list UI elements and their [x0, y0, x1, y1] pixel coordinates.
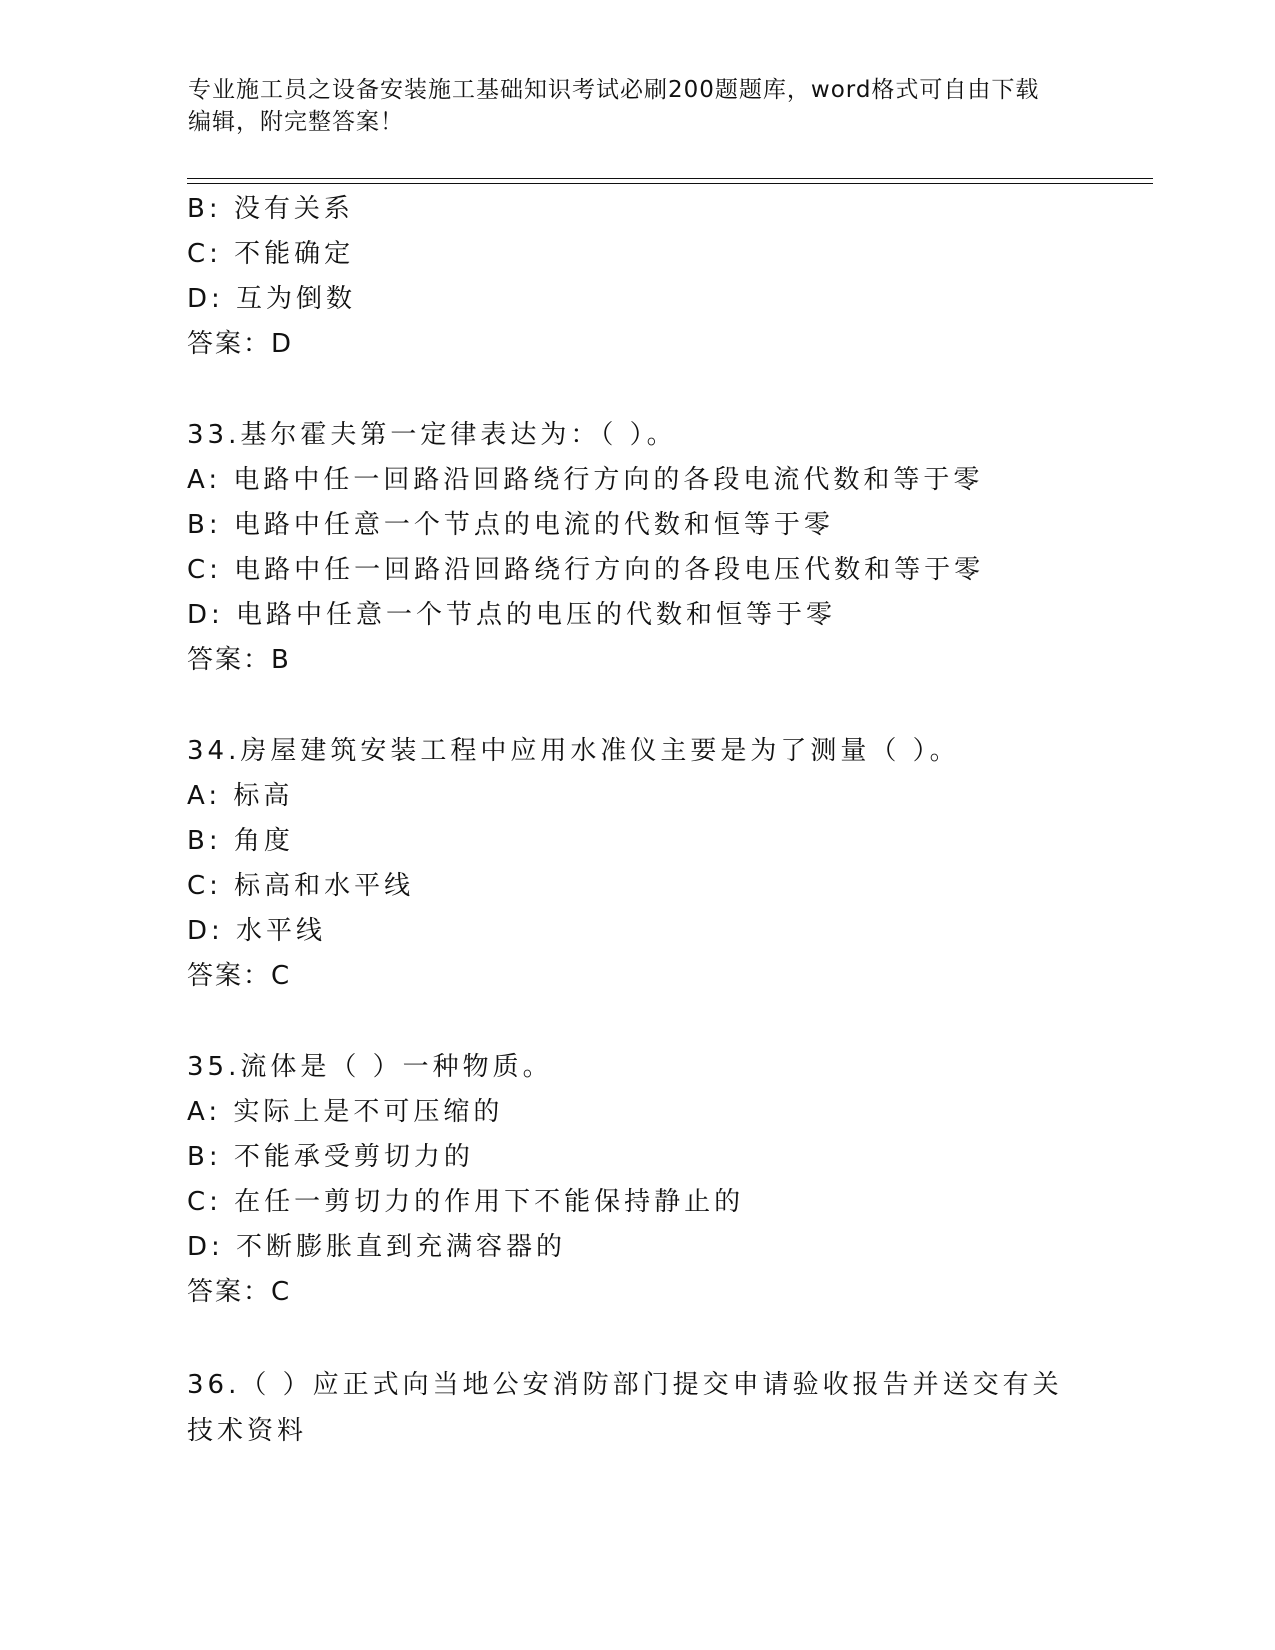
q35-option-d: D: 不断膨胀直到充满容器的	[187, 1232, 567, 1262]
q35-question: 35.流体是（ ）一种物质。	[187, 1052, 553, 1082]
q33-option-d: D: 电路中任意一个节点的电压的代数和恒等于零	[187, 600, 837, 630]
q34-option-c: C: 标高和水平线	[187, 871, 415, 901]
q32-option-d: D: 互为倒数	[187, 284, 357, 314]
q33-option-c: C: 电路中任一回路沿回路绕行方向的各段电压代数和等于零	[187, 555, 985, 585]
q35-option-c: C: 在任一剪切力的作用下不能保持静止的	[187, 1187, 745, 1217]
q32-option-c: C: 不能确定	[187, 239, 355, 269]
header-divider-bottom	[187, 183, 1153, 184]
header-title-line-2: 编辑，附完整答案！	[188, 109, 404, 135]
q33-answer: 答案：B	[187, 645, 291, 675]
q33-question: 33.基尔霍夫第一定律表达为：（ ）。	[187, 420, 677, 450]
q35-answer: 答案：C	[187, 1277, 292, 1307]
q35-option-b: B: 不能承受剪切力的	[187, 1142, 474, 1172]
header-title-line-1: 专业施工员之设备安装施工基础知识考试必刷200题题库，word格式可自由下载	[188, 77, 1040, 103]
q34-option-a: A: 标高	[187, 781, 294, 811]
q34-option-d: D: 水平线	[187, 916, 327, 946]
q33-option-a: A: 电路中任一回路沿回路绕行方向的各段电流代数和等于零	[187, 465, 984, 495]
header-divider-top	[187, 178, 1153, 179]
q34-answer: 答案：C	[187, 961, 292, 991]
q34-question: 34.房屋建筑安装工程中应用水准仪主要是为了测量（ ）。	[187, 736, 960, 766]
q33-option-b: B: 电路中任意一个节点的电流的代数和恒等于零	[187, 510, 834, 540]
q32-answer: 答案：D	[187, 329, 294, 359]
q35-option-a: A: 实际上是不可压缩的	[187, 1097, 504, 1127]
q34-option-b: B: 角度	[187, 826, 294, 856]
q36-question: 36.（ ）应正式向当地公安消防部门提交申请验收报告并送交有关技术资料	[187, 1370, 1063, 1446]
q32-option-b: B: 没有关系	[187, 194, 354, 224]
document-header	[188, 74, 1088, 138]
